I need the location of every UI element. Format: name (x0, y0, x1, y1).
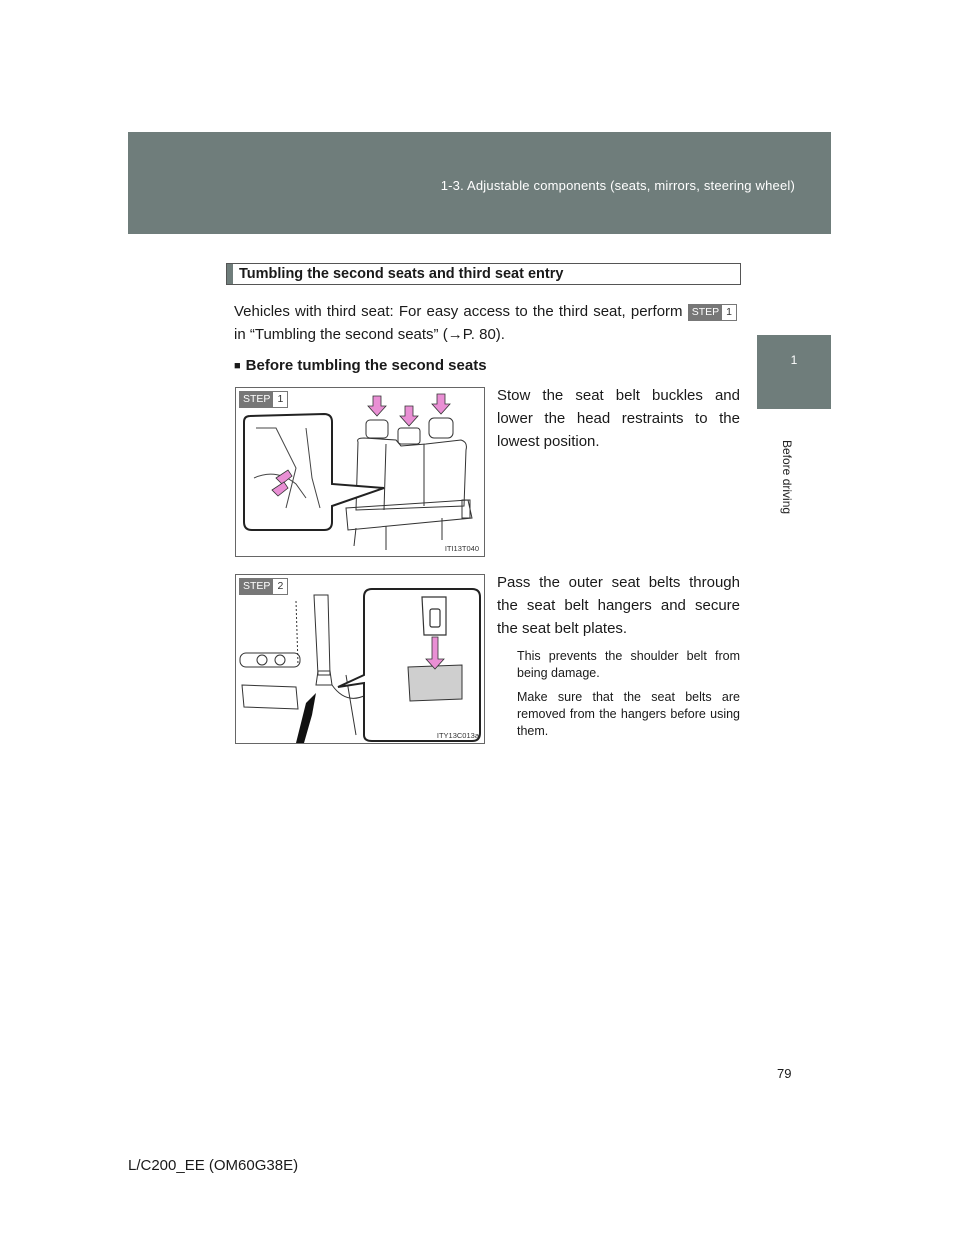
figure-code: ITY13C013a (436, 731, 479, 740)
console-panel (242, 685, 298, 709)
section-accent (227, 264, 233, 284)
figure-step-2 (235, 574, 485, 744)
step-word: STEP (689, 305, 722, 320)
pointer-arrow (296, 693, 316, 743)
step-number: 1 (273, 392, 287, 407)
shoulder-belt (314, 595, 330, 675)
figure-step-1 (235, 387, 485, 557)
subheading (234, 357, 487, 374)
callout-bubble (244, 414, 384, 530)
seat-cushion (346, 500, 472, 530)
step-1-badge (239, 391, 288, 408)
breadcrumb: 1-3. Adjustable components (seats, mirrors, steering wheel) (440, 178, 795, 193)
seatback (356, 438, 466, 510)
figure-code: ITI13T040 (444, 544, 479, 553)
down-arrow-icon (432, 394, 450, 414)
step-2-description: Pass the outer seat belts through the seat belt hangers and secure the seat belt plates. (497, 574, 740, 637)
step-1-inline-badge (688, 304, 737, 321)
down-arrow-icon (368, 396, 386, 416)
section-title: Tumbling the second seats and third seat entry (239, 266, 564, 282)
down-arrow-icon (400, 406, 418, 426)
footer-model-code: L/C200_EE (OM60G38E) (128, 1157, 299, 1174)
belt-hanger (408, 665, 462, 701)
step-2-badge (239, 578, 288, 595)
seat-illustration (236, 388, 484, 556)
subheading-text: Before tumbling the second seats (245, 357, 487, 374)
section-title-bar (226, 263, 741, 285)
intro-text-after: in “Tumbling the second seats” ( (234, 326, 448, 343)
chapter-tab (757, 335, 831, 409)
page-header (128, 132, 831, 234)
step-number: 2 (273, 579, 287, 594)
page-number: 79 (777, 1066, 792, 1081)
arrow-ref-icon: → (447, 326, 463, 343)
step-number: 1 (722, 305, 736, 320)
step-1-description: Stow the seat belt buckles and lower the head restraints to the lowest position. (497, 387, 740, 450)
step-2-note: Make sure that the seat belts are removed from the hangers before using them. (517, 690, 740, 738)
step-2-note: This prevents the shoulder belt from being damage. (517, 649, 740, 680)
intro-paragraph (234, 300, 740, 346)
chapter-label: Before driving (780, 440, 794, 515)
seatbelt-hanger-illustration (236, 575, 484, 743)
head-restraint-left (366, 420, 388, 438)
chapter-number: 1 (790, 353, 798, 367)
step-word: STEP (240, 392, 273, 407)
square-bullet-icon: ■ (234, 360, 241, 372)
head-restraint-center (398, 428, 420, 444)
step-word: STEP (240, 579, 273, 594)
head-restraint-right (429, 418, 453, 438)
intro-text-before: Vehicles with third seat: For easy access to the third seat, perform (234, 303, 683, 320)
chapter-label-container (774, 440, 804, 560)
page-reference: P. 80). (462, 326, 505, 343)
